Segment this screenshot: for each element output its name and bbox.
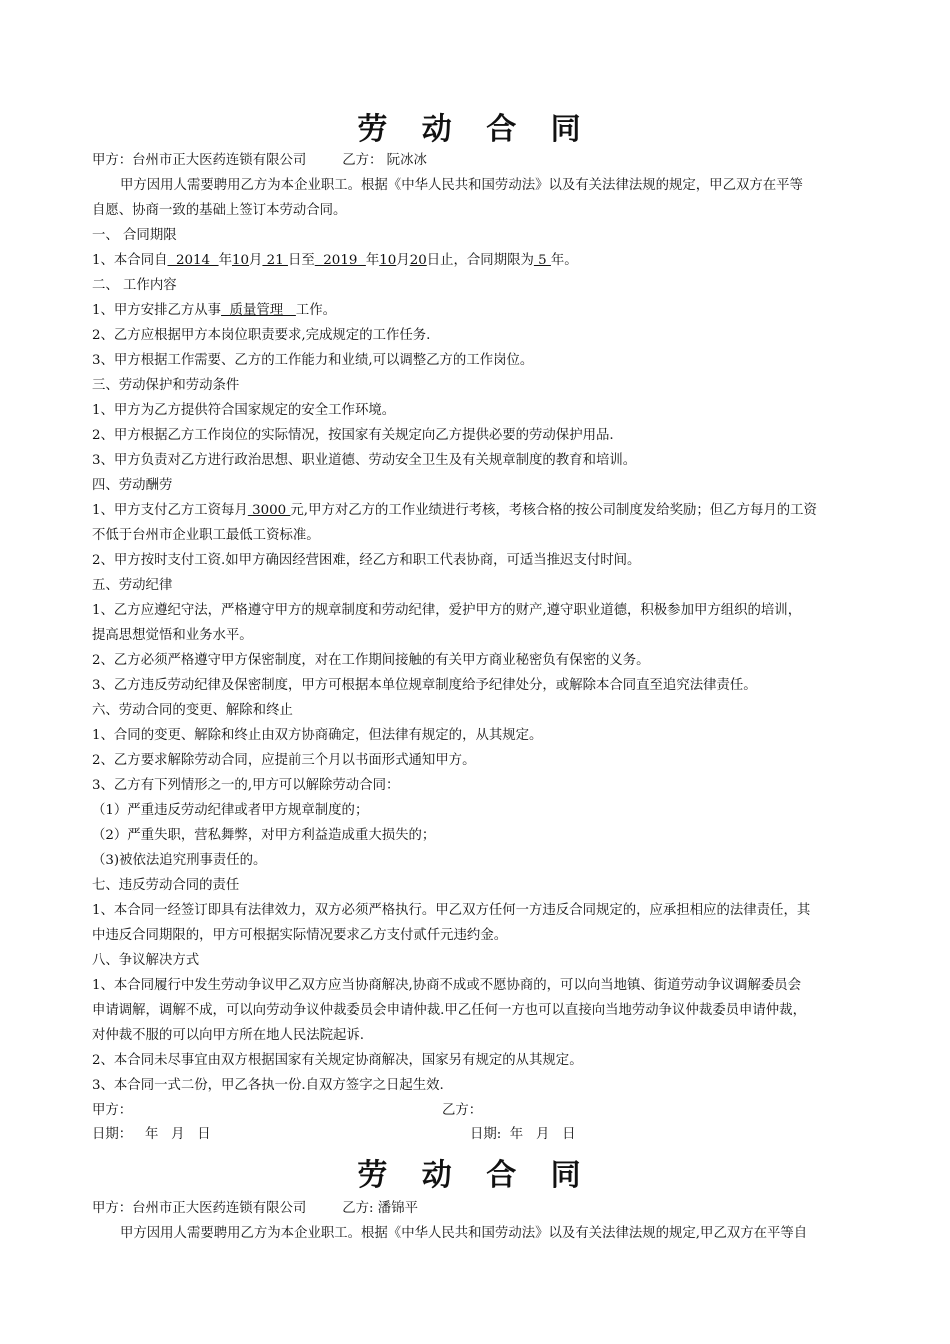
section-heading: 三、劳动保护和劳动条件 [92, 378, 240, 393]
party-line [92, 152, 862, 170]
list-item: （1）严重违反劳动纪律或者甲方规章制度的； [92, 803, 369, 818]
clause-line: 3、乙方有下列情形之一的,甲方可以解除劳动合同： [92, 778, 400, 793]
start-year-field: 2014 [167, 253, 219, 268]
clause-line: 2、乙方应根据甲方本岗位职责要求,完成规定的工作任务. [92, 328, 431, 343]
section-heading: 六、劳动合同的变更、解除和终止 [92, 703, 293, 718]
clause-line: 1、本合同履行中发生劳动争议甲乙双方应当协商解决,协商不成或不愿协商的，可以向当地镇、街道劳动争议调解委员会 [92, 978, 802, 993]
term-years-field: 5 [533, 253, 551, 268]
start-day-field: 21 [262, 253, 288, 268]
party-a-date-label: 日期： 年 月 日 [92, 1127, 211, 1142]
clause-line: 3、本合同一式二份，甲乙各执一份.自双方签字之日起生效. [92, 1078, 444, 1093]
list-item: （3)被依法追究刑事责任的。 [92, 853, 267, 868]
clause-line: 3、甲方负责对乙方进行政治思想、职业道德、劳动安全卫生及有关规章制度的教育和培训。 [92, 453, 637, 468]
intro-paragraph-2: 甲方因用人需要聘用乙方为本企业职工。根据《中华人民共和国劳动法》以及有关法律法规的规定,甲乙双方在平等自 [120, 1226, 808, 1241]
party-a-signature-label: 甲方： [92, 1103, 133, 1118]
section-heading: 五、劳动纪律 [92, 578, 173, 593]
job-line [92, 302, 862, 320]
start-month-field: 10 [231, 253, 250, 268]
intro-paragraph-cont: 自愿、协商一致的基础上签订本劳动合同。 [92, 203, 347, 218]
party-b: 乙方： 阮冰冰 [342, 153, 427, 168]
salary-field: 3000 [247, 503, 291, 518]
clause-line: 1、乙方应遵纪守法，严格遵守甲方的规章制度和劳动纪律，爱护甲方的财产,遵守职业道德，积极参加甲方组织的培训， [92, 603, 802, 618]
party-line-2 [92, 1200, 862, 1218]
section-heading: 八、争议解决方式 [92, 953, 200, 968]
clause-line: 2、乙方必须严格遵守甲方保密制度，对在工作期间接触的有关甲方商业秘密负有保密的义务。 [92, 653, 650, 668]
party-a: 甲方：台州市正大医药连锁有限公司 [92, 153, 307, 168]
clause-line: 1、合同的变更、解除和终止由双方协商确定，但法律有规定的，从其规定。 [92, 728, 543, 743]
clause-text: 1、本合同自 [92, 253, 168, 268]
clause-line: 对仲裁不服的可以向甲方所在地人民法院起诉. [92, 1028, 365, 1043]
clause-text: 年。 [550, 253, 578, 268]
end-month-field: 10 [379, 253, 397, 268]
clause-line: 2、本合同未尽事宜由双方根据国家有关规定协商解决，国家另有规定的从其规定。 [92, 1053, 583, 1068]
clause-text: 元,甲方对乙方的工作业绩进行考核，考核合格的按公司制度发给奖励；但乙方每月的工资 [290, 503, 817, 518]
salary-line [92, 502, 862, 520]
section-heading: 一、 合同期限 [92, 228, 177, 243]
clause-text: 工作。 [295, 303, 337, 318]
clause-text: 日止，合同期限为 [426, 253, 534, 268]
party-b: 乙方: 潘锦平 [342, 1201, 418, 1216]
section-heading: 二、 工作内容 [92, 278, 177, 293]
contract-term-line [92, 252, 862, 270]
clause-text: 年 [365, 253, 380, 268]
section-heading: 七、违反劳动合同的责任 [92, 878, 240, 893]
list-item: （2）严重失职，营私舞弊，对甲方利益造成重大损失的； [92, 828, 436, 843]
clause-line: 中违反合同期限的，甲方可根据实际情况要求乙方支付贰仟元违约金。 [92, 928, 508, 943]
contract-title: 劳 动 合 同 [357, 112, 593, 147]
clause-line: 申请调解，调解不成，可以向劳动争议仲裁委员会申请仲裁.甲乙任何一方也可以直接向当地劳动争议仲裁委员申请仲裁， [92, 1003, 806, 1018]
clause-line: 1、本合同一经签订即具有法律效力，双方必须严格执行。甲乙双方任何一方违反合同规定的，应承担相应的法律责任，其 [92, 903, 811, 918]
clause-line: 提高思想觉悟和业务水平。 [92, 628, 253, 643]
end-day-field: 20 [409, 253, 427, 268]
section-heading: 四、劳动酬劳 [92, 478, 173, 493]
clause-line: 不低于台州市企业职工最低工资标准。 [92, 528, 320, 543]
clause-line: 3、甲方根据工作需要、乙方的工作能力和业绩,可以调整乙方的工作岗位。 [92, 353, 534, 368]
contract-title-2: 劳 动 合 同 [357, 1158, 593, 1193]
party-a: 甲方：台州市正大医药连锁有限公司 [92, 1201, 307, 1216]
job-title-field: 质量管理 [221, 303, 296, 318]
intro-paragraph: 甲方因用人需要聘用乙方为本企业职工。根据《中华人民共和国劳动法》以及有关法律法规的规定，甲乙双方在平等 [120, 178, 803, 193]
clause-line: 2、甲方根据乙方工作岗位的实际情况，按国家有关规定向乙方提供必要的劳动保护用品. [92, 428, 614, 443]
clause-text: 月 [396, 253, 410, 268]
clause-line: 3、乙方违反劳动纪律及保密制度，甲方可根据本单位规章制度给予纪律处分，或解除本合同直至追究法律责任。 [92, 678, 757, 693]
party-b-signature-label: 乙方： [442, 1103, 483, 1118]
clause-line: 2、乙方要求解除劳动合同，应提前三个月以书面形式通知甲方。 [92, 753, 476, 768]
clause-text: 日至 [287, 253, 315, 268]
clause-text: 1、甲方支付乙方工资每月 [92, 503, 248, 518]
clause-line: 1、甲方为乙方提供符合国家规定的安全工作环境。 [92, 403, 396, 418]
clause-text: 年 [218, 253, 232, 268]
clause-text: 1、甲方安排乙方从事 [92, 303, 222, 318]
clause-line: 2、甲方按时支付工资.如甲方确因经营困难，经乙方和职工代表协商，可适当推迟支付时间。 [92, 553, 641, 568]
end-year-field: 2019 [314, 253, 366, 268]
clause-text: 月 [249, 253, 263, 268]
party-b-date-label: 日期: 年 月 日 [470, 1127, 576, 1142]
